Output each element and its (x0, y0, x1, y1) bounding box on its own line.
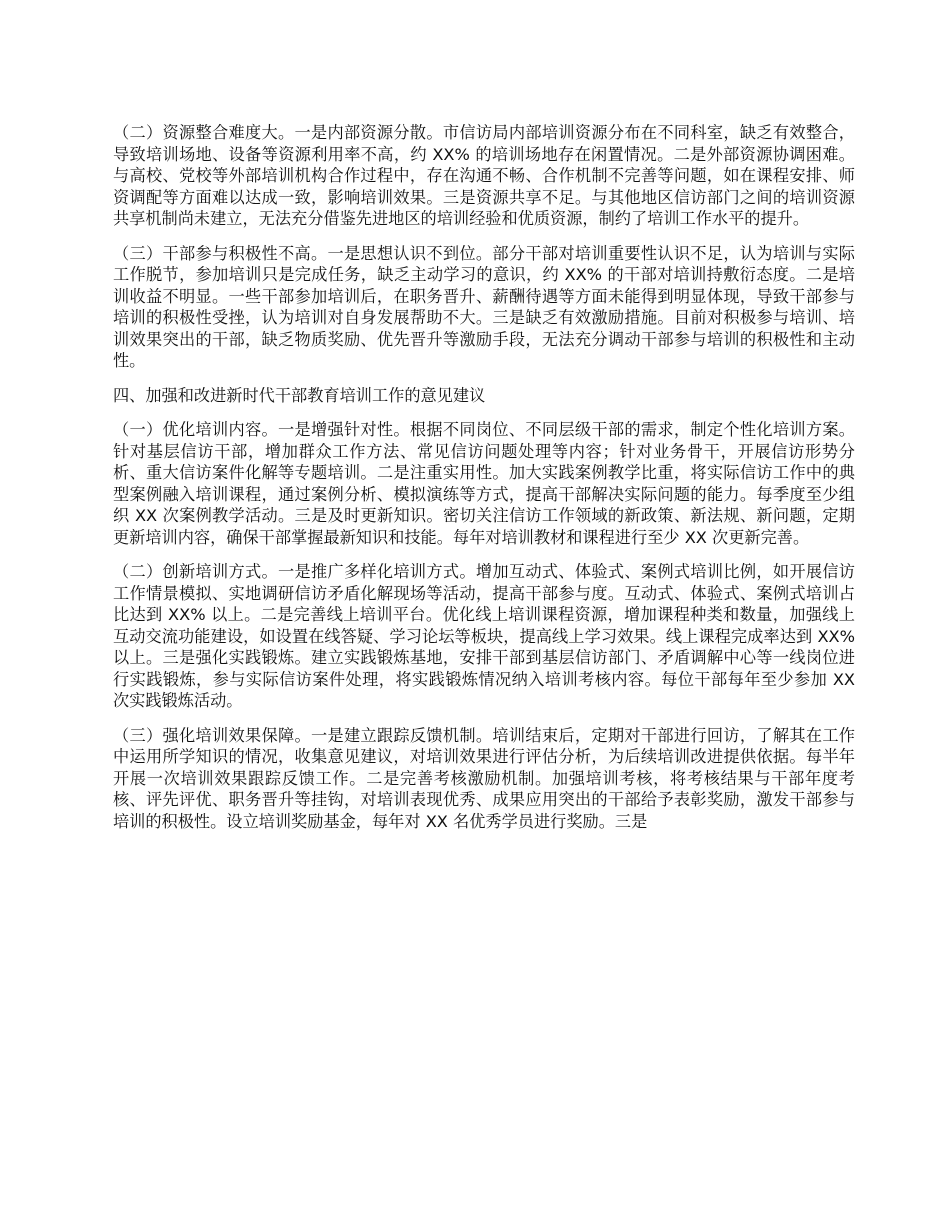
paragraph-effect-guarantee: （三）强化培训效果保障。一是建立跟踪反馈机制。培训结束后，定期对干部进行回访，了解其在工作中运用所学知识的情况，收集意见建议，对培训效果进行评估分析，为后续培训改进提供依据。每半年开展一次培训效果跟踪反馈工作。二是完善考核激励机制。加强培训考核，将考核结果与干部年度考核、评先评优、职务晋升等挂钩，对培训表现优秀、成果应用突出的干部给予表彰奖励，激发干部参与培训的积极性。设立培训奖励基金，每年对 XX 名优秀学员进行奖励。三是 (113, 725, 855, 831)
paragraph-innovate-methods: （二）创新培训方式。一是推广多样化培训方式。增加互动式、体验式、案例式培训比例，如开展信访工作情景模拟、实地调研信访矛盾化解现场等活动，提高干部参与度。互动式、体验式、案例式培训占比达到 XX% 以上。二是完善线上培训平台。优化线上培训课程资源，增加课程种类和数量，加强线上互动交流功能建设，如设置在线答疑、学习论坛等板块，提高线上学习效果。线上课程完成率达到 XX% 以上。三是强化实践锻炼。建立实践锻炼基地，安排干部到基层信访部门、矛盾调解中心等一线岗位进行实践锻炼，参与实际信访案件处理，将实践锻炼情况纳入培训考核内容。每位干部每年至少参加 XX 次实践锻炼活动。 (113, 562, 855, 710)
document-body (113, 122, 855, 845)
paragraph-optimize-content: （一）优化培训内容。一是增强针对性。根据不同岗位、不同层级干部的需求，制定个性化培训方案。针对基层信访干部，增加群众工作方法、常见信访问题处理等内容；针对业务骨干，开展信访形势分析、重大信访案件化解等专题培训。二是注重实用性。加大实践案例教学比重，将实际信访工作中的典型案例融入培训课程，通过案例分析、模拟演练等方式，提高干部解决实际问题的能力。每季度至少组织 XX 次案例教学活动。三是及时更新知识。密切关注信访工作领域的新政策、新法规、新问题，定期更新培训内容，确保干部掌握最新知识和技能。每年对培训教材和课程进行至少 XX 次更新完善。 (113, 420, 855, 547)
paragraph-resource-integration: （二）资源整合难度大。一是内部资源分散。市信访局内部培训资源分布在不同科室，缺乏有效整合，导致培训场地、设备等资源利用率不高，约 XX% 的培训场地存在闲置情况。二是外部资源协调困难。与高校、党校等外部培训机构合作过程中，存在沟通不畅、合作机制不完善等问题，如在课程安排、师资调配等方面难以达成一致，影响培训效果。三是资源共享不足。与其他地区信访部门之间的培训资源共享机制尚未建立，无法充分借鉴先进地区的培训经验和优质资源，制约了培训工作水平的提升。 (113, 123, 855, 228)
paragraph-participation: （三）干部参与积极性不高。一是思想认识不到位。部分干部对培训重要性认识不足，认为培训与实际工作脱节，参加培训只是完成任务，缺乏主动学习的意识，约 XX% 的干部对培训持敷衍态度。二是培训收益不明显。一些干部参加培训后，在职务晋升、薪酬待遇等方面未能得到明显体现，导致干部参与培训的积极性受挫，认为培训对自身发展帮助不大。三是缺乏有效激励措施。目前对积极参与培训、培训效果突出的干部，缺乏物质奖励、优先晋升等激励手段，无法充分调动干部参与培训的积极性和主动性。 (113, 243, 855, 370)
section-heading-suggestions: 四、加强和改进新时代干部教育培训工作的意见建议 (113, 385, 486, 405)
